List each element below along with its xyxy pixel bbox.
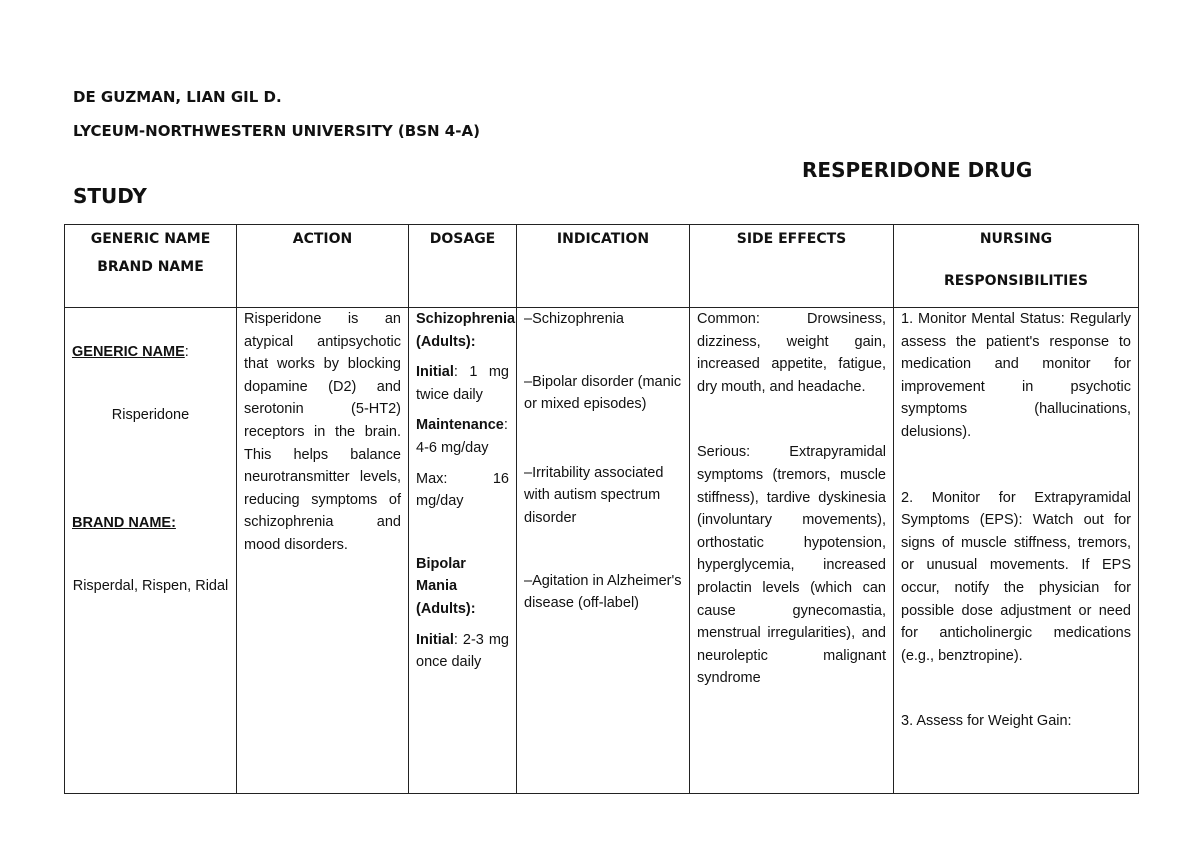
dosage-maintenance-label: Maintenance: [416, 417, 504, 434]
dosage-initial-bipolar: [416, 629, 509, 674]
nursing-item: 1. Monitor Mental Status: Regularly assess the patient's response to medication and monitor for improvement in psychotic symptoms (hallucinations, delusions).: [901, 311, 1131, 440]
indication-item: –Irritability associated with autism spectrum disorder: [524, 464, 664, 526]
header-nursing: [894, 225, 1139, 308]
nursing-item: 3. Assess for Weight Gain:: [901, 713, 1072, 730]
dosage-initial-label: Initial: [416, 364, 454, 381]
side-effects-common: Common: Drowsiness, dizziness, weight gain, increased appetite, fatigue, dry mouth, and headache.: [697, 311, 886, 395]
generic-name-colon: :: [184, 344, 189, 360]
dosage-initial: [416, 361, 509, 406]
drug-study-table: [64, 224, 1139, 794]
generic-name-label-wrap: [72, 341, 229, 364]
indication-item: –Bipolar disorder (manic or mixed episodes): [524, 373, 682, 413]
header-dosage: DOSAGE: [409, 225, 517, 308]
table-row: [65, 308, 1139, 794]
generic-name-value: Risperidone: [111, 406, 190, 423]
side-effects-serious: Serious: Extrapyramidal symptoms (tremors, muscle stiffness), tardive dyskinesia (involuntary movements), orthostatic hypotension, hyperglycemia, increased prolactin levels (which can cause gynecomastia, menstrual irregularities), and neuroleptic malignant syndrome: [697, 444, 886, 687]
brand-name-label: BRAND NAME:: [72, 515, 176, 532]
indication-item: –Schizophrenia: [524, 311, 624, 327]
header-indication: INDICATION: [517, 225, 690, 308]
indication-item: –Agitation in Alzheimer's disease (off-label): [524, 572, 682, 612]
table-header-row: [65, 225, 1139, 308]
generic-name-label: GENERIC NAME: [72, 344, 185, 360]
action-cell: [237, 308, 409, 794]
dosage-schizophrenia-heading: Schizophrenia (Adults):: [416, 311, 516, 350]
brand-name-value: Risperdal, Rispen, Ridal: [72, 577, 229, 594]
header-brand-name: BRAND NAME: [97, 259, 204, 275]
school-name: LYCEUM-NORTHWESTERN UNIVERSITY (BSN 4-A): [73, 122, 480, 140]
dosage-maintenance-value: : 4-6 mg/day: [416, 417, 508, 456]
dosage-initial-bipolar-value: : 2-3 mg once daily: [416, 631, 509, 671]
header-nursing-line2: RESPONSIBILITIES: [943, 273, 1088, 289]
side-effects-cell: [690, 308, 894, 794]
indication-cell: [517, 308, 690, 794]
author-name: DE GUZMAN, LIAN GIL D.: [73, 88, 282, 106]
dosage-bipolar-heading: Bipolar Mania (Adults):: [416, 555, 476, 617]
action-text: Risperidone is an atypical antipsychotic that works by blocking dopamine (D2) and serotonin (5-HT2) receptors in the brain. This helps balance neurotransmitter levels, reducing symptoms of schizophrenia and mood disorders.: [244, 311, 401, 553]
dosage-max: Max: 16 mg/day: [416, 470, 509, 510]
dosage-initial-value: : 1 mg twice daily: [416, 364, 509, 403]
names-cell: [65, 308, 237, 794]
header-side-effects: SIDE EFFECTS: [690, 225, 894, 308]
dosage-maintenance: [416, 414, 509, 459]
document-title-continued: STUDY: [73, 184, 147, 208]
header-generic-name: GENERIC NAME: [90, 231, 211, 247]
nursing-cell: [894, 308, 1139, 794]
header-action: ACTION: [237, 225, 409, 308]
document-title: RESPERIDONE DRUG: [802, 158, 1033, 182]
header-nursing-line1: NURSING: [979, 231, 1053, 247]
nursing-item: 2. Monitor for Extrapyramidal Symptoms (EPS): Watch out for signs of muscle stiffness, tremors, or unusual movements. If EPS occur, notify the physician for possible dose adjustment or need for anticholinergic medications (e.g., benztropine).: [901, 489, 1131, 664]
header-generic-brand: [65, 225, 237, 308]
dosage-initial-bipolar-label: Initial: [416, 631, 454, 648]
dosage-cell: [409, 308, 517, 794]
